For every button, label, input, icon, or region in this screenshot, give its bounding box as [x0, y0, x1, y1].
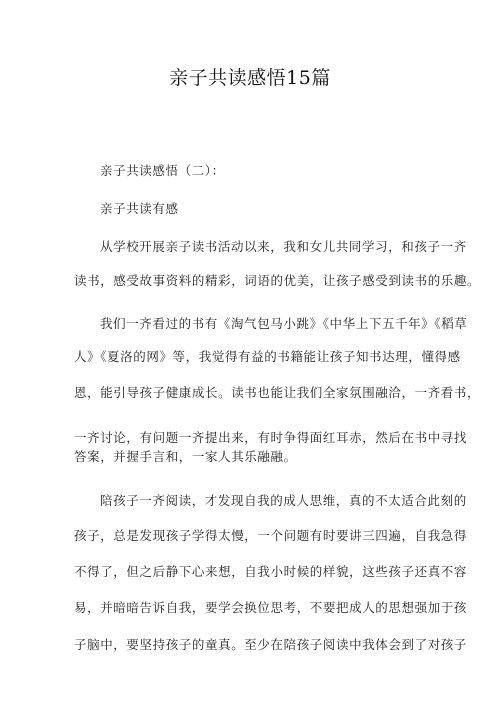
paragraph-line: 从学校开展亲子读书活动以来，我和女儿共同学习，和孩子一齐 [100, 239, 467, 254]
paragraph-line: 不得了，但之后静下心来想，自我小时候的样貌，这些孩子还真不容 [74, 564, 468, 579]
section-heading: 亲子共读有感 [100, 201, 179, 216]
section-subtitle: 亲子共读感悟（二）： [100, 163, 225, 178]
paragraph-line: 答案，并握手言和，一家人其乐融融。 [74, 449, 297, 464]
document-title: 亲子共读感悟15篇 [169, 67, 331, 89]
paragraph-line: 子脑中，要坚持孩子的童真。至少在陪孩子阅读中我体会到了对孩子 [74, 637, 468, 652]
paragraph-line: 易，并暗暗告诉自我，要学会换位思考，不要把成人的思想强加于孩 [74, 600, 468, 615]
paragraph-line: 人》《夏洛的网》等，我觉得有益的书籍能让孩子知书达理，懂得感 [74, 349, 461, 364]
paragraph-line: 恩，能引导孩子健康成长。读书也能让我们全家氛围融洽，一齐看书， [74, 385, 481, 400]
paragraph-line: 孩子，总是发现孩子学得太慢，一个问题有时要讲三四遍，自我急得 [74, 528, 468, 543]
paragraph-line: 读书，感受故事资料的精彩，词语的优美，让孩子感受到读书的乐趣。 [74, 273, 481, 288]
paragraph-line: 陪孩子一齐阅读，才发现自我的成人思维，真的不太适合此刻的 [100, 493, 467, 508]
paragraph-line: 我们一齐看过的书有《淘气包马小跳》《中华上下五千年》《稻草 [100, 316, 468, 331]
paragraph-line: 一齐讨论，有问题一齐提出来，有时争得面红耳赤，然后在书中寻找 [74, 430, 468, 445]
